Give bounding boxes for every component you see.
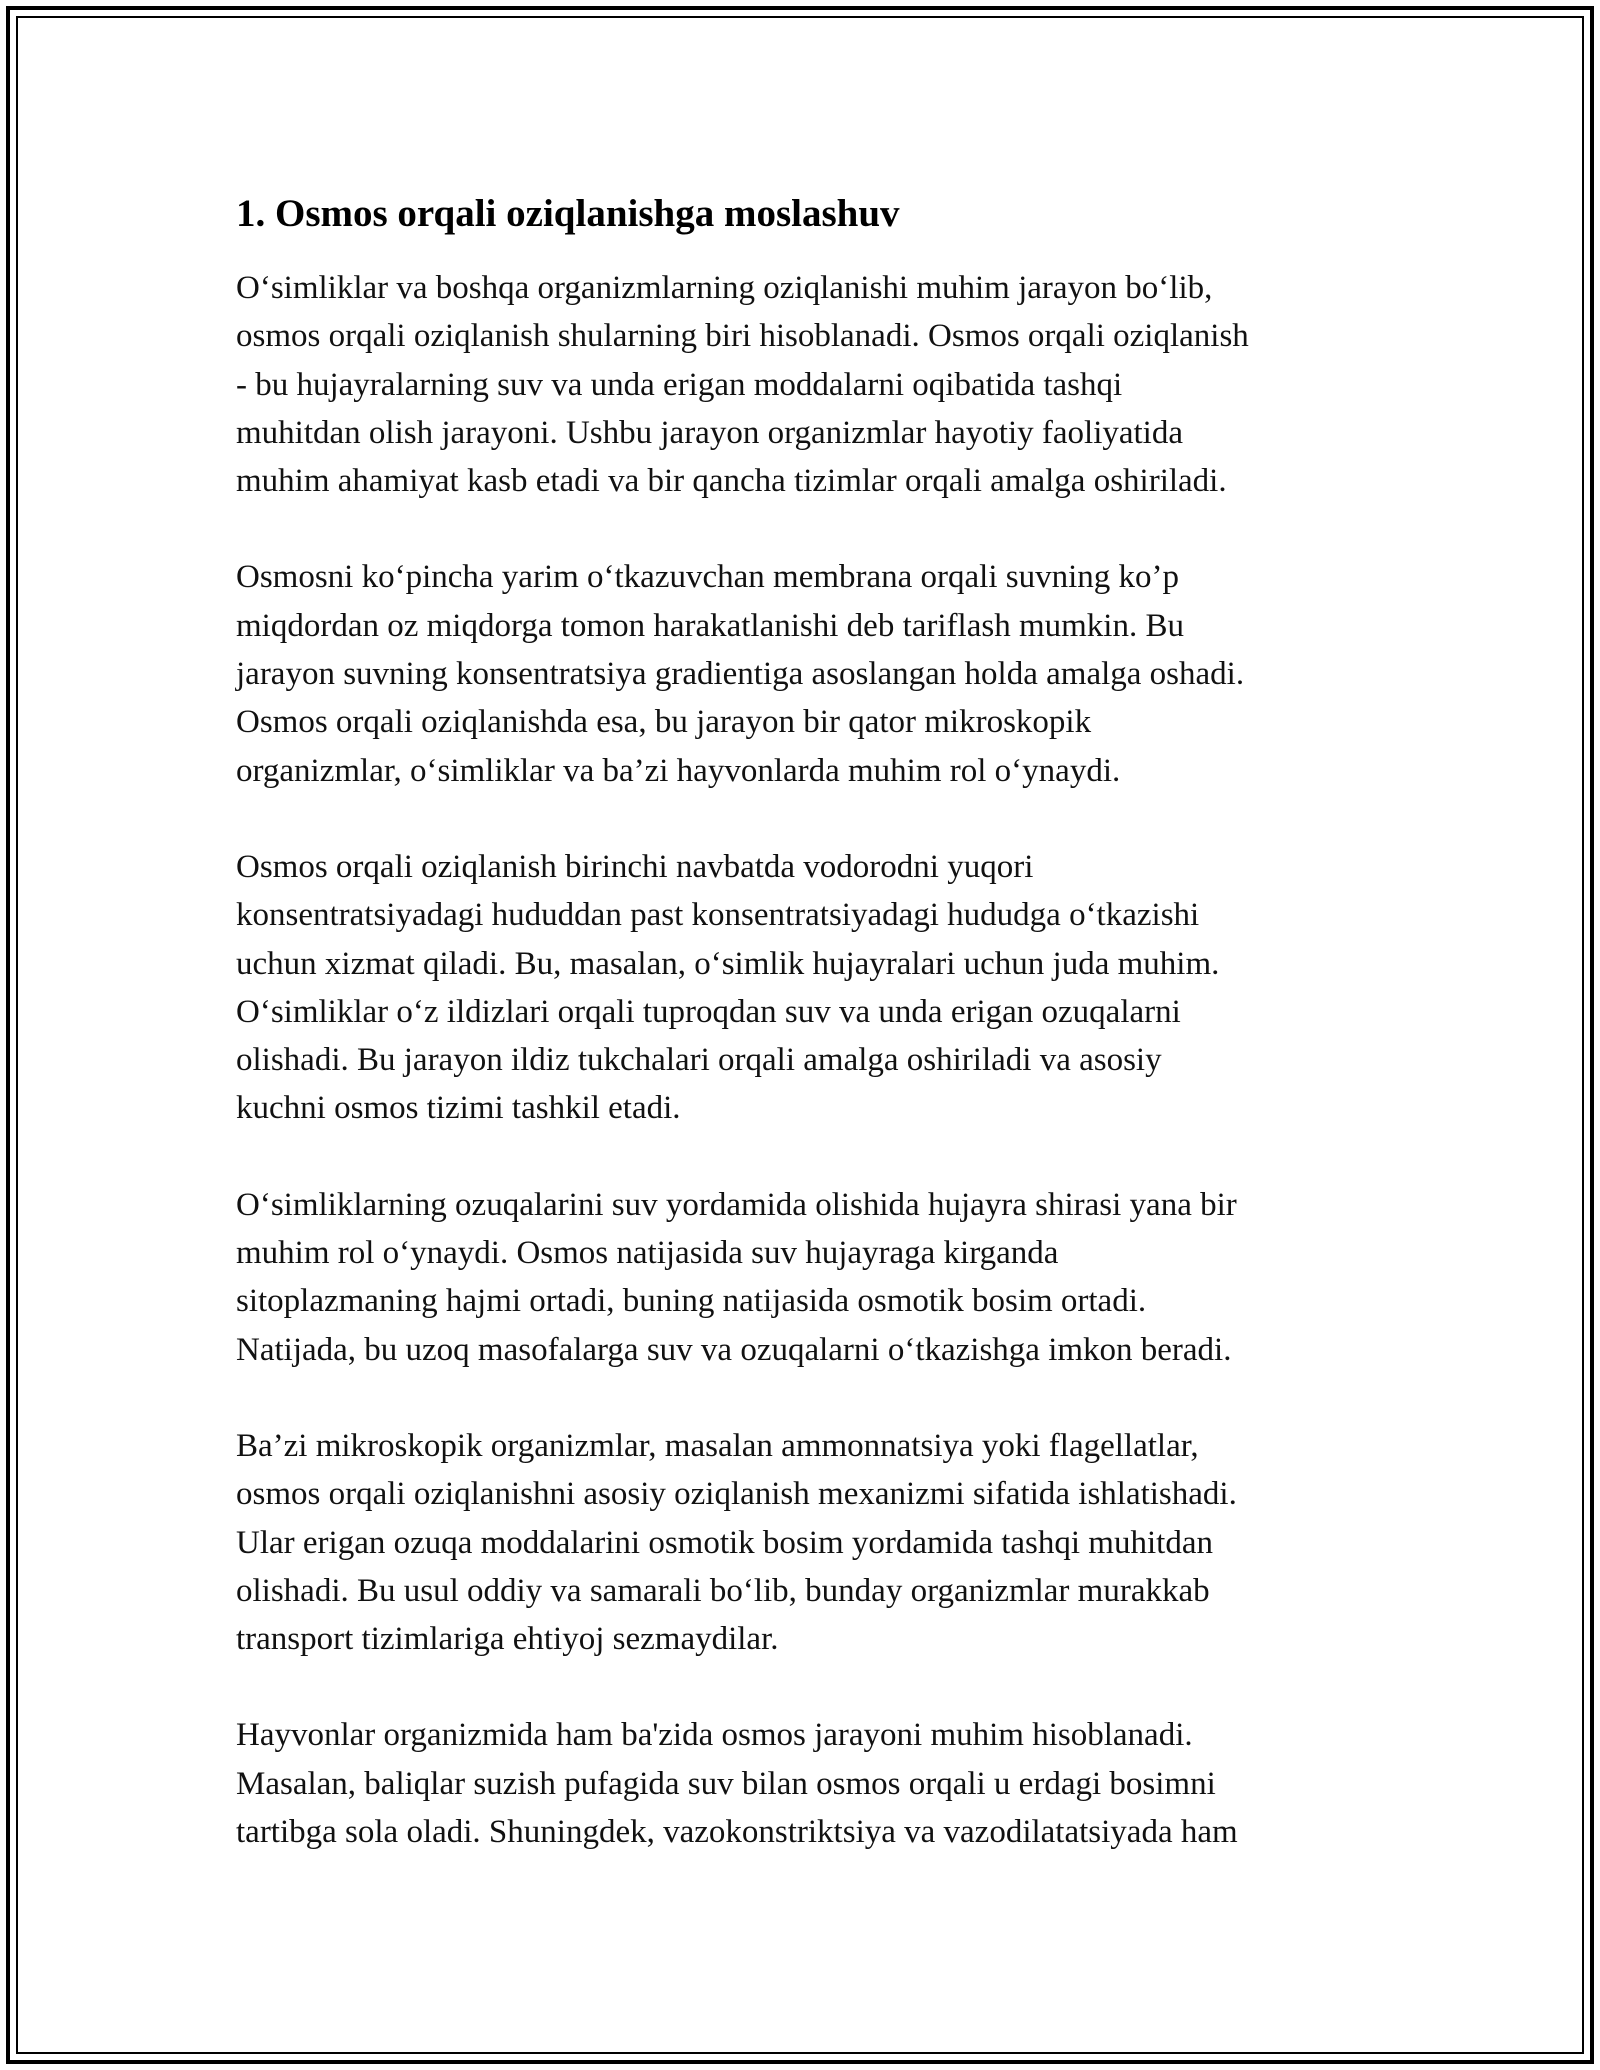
section-heading: 1. Osmos orqali oziqlanishga moslashuv xyxy=(236,192,900,235)
paragraph-line: Osmosni ko‘pincha yarim o‘tkazuvchan membrana orqali suvning ko’p xyxy=(236,559,1180,596)
paragraph-line: O‘simliklar o‘z ildizlari orqali tuproqdan suv va unda erigan ozuqalarni xyxy=(236,993,1181,1030)
paragraph-line: Ular erigan ozuqa moddalarini osmotik bosim yordamida tashqi muhitdan xyxy=(236,1524,1213,1561)
paragraph xyxy=(236,1181,1366,1374)
paragraph-line: Ba’zi mikroskopik organizmlar, masalan ammonnatsiya yoki flagellatlar, xyxy=(236,1427,1199,1464)
paragraph-line: muhitdan olish jarayoni. Ushbu jarayon organizmlar hayotiy faoliyatida xyxy=(236,414,1183,451)
paragraph-line: Osmos orqali oziqlanishda esa, bu jarayon bir qator mikroskopik xyxy=(236,704,1092,741)
paragraph-line: organizmlar, o‘simliklar va ba’zi hayvonlarda muhim rol o‘ynaydi. xyxy=(236,752,1121,789)
paragraph-line: O‘simliklarning ozuqalarini suv yordamida olishida hujayra shirasi yana bir xyxy=(236,1186,1237,1223)
paragraph xyxy=(236,1422,1366,1663)
paragraph-line: konsentratsiyadagi hududdan past konsentratsiyadagi hududga o‘tkazishi xyxy=(236,897,1200,934)
paragraph-container xyxy=(236,264,1366,1856)
paragraph xyxy=(236,843,1366,1133)
paragraph-line: jarayon suvning konsentratsiya gradientiga asoslangan holda amalga oshadi. xyxy=(236,656,1245,693)
paragraph-line: transport tizimlariga ehtiyoj sezmaydilar. xyxy=(236,1621,779,1658)
paragraph-line: osmos orqali oziqlanishni asosiy oziqlanish mexanizmi sifatida ishlatishadi. xyxy=(236,1476,1237,1513)
paragraph xyxy=(236,264,1366,505)
paragraph-line: osmos orqali oziqlanish shularning biri hisoblanadi. Osmos orqali oziqlanish xyxy=(236,318,1249,355)
paragraph xyxy=(236,1711,1366,1856)
paragraph xyxy=(236,553,1366,794)
paragraph-line: tartibga sola oladi. Shuningdek, vazokonstriktsiya va vazodilatatsiyada ham xyxy=(236,1814,1238,1851)
paragraph-line: Natijada, bu uzoq masofalarga suv va ozuqalarni o‘tkazishga imkon beradi. xyxy=(236,1331,1232,1368)
paragraph-line: O‘simliklar va boshqa organizmlarning oziqlanishi muhim jarayon bo‘lib, xyxy=(236,270,1213,306)
paragraph-line: muhim ahamiyat kasb etadi va bir qancha tizimlar orqali amalga oshiriladi. xyxy=(236,463,1227,500)
paragraph-line: olishadi. Bu usul oddiy va samarali bo‘lib, bunday organizmlar murakkab xyxy=(236,1572,1210,1609)
paragraph-line: Masalan, baliqlar suzish pufagida suv bilan osmos orqali u erdagi bosimni xyxy=(236,1765,1216,1802)
paragraph-line: Osmos orqali oziqlanish birinchi navbatda vodorodni yuqori xyxy=(236,848,1034,885)
paragraph-line: muhim rol o‘ynaydi. Osmos natijasida suv hujayraga kirganda xyxy=(236,1235,1059,1272)
paragraph-line: olishadi. Bu jarayon ildiz tukchalari orqali amalga oshiriladi va asosiy xyxy=(236,1042,1162,1079)
paragraph-line: - bu hujayralarning suv va unda erigan moddalarni oqibatida tashqi xyxy=(236,366,1123,403)
paragraph-line: sitoplazmaning hajmi ortadi, buning natijasida osmotik bosim ortadi. xyxy=(236,1283,1147,1320)
document-body xyxy=(236,186,1366,1904)
paragraph-line: kuchni osmos tizimi tashkil etadi. xyxy=(236,1090,681,1127)
paragraph-line: miqdordan oz miqdorga tomon harakatlanishi deb tariflash mumkin. Bu xyxy=(236,607,1184,644)
paragraph-line: Hayvonlar organizmida ham ba'zida osmos jarayoni muhim hisoblanadi. xyxy=(236,1717,1193,1754)
paragraph-line: uchun xizmat qiladi. Bu, masalan, o‘simlik hujayralari uchun juda muhim. xyxy=(236,945,1220,982)
